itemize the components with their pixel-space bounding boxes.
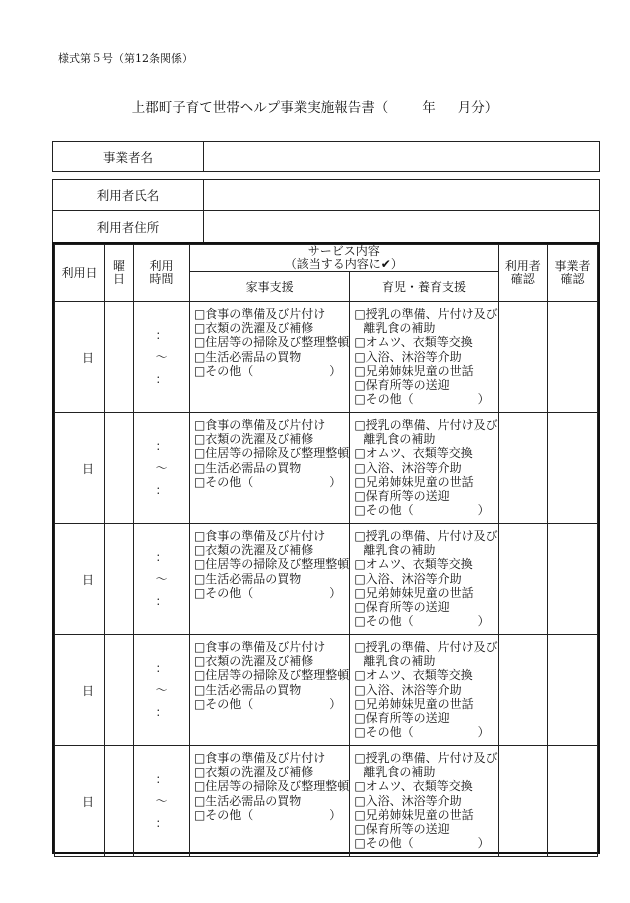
day-suffix: 日 <box>81 572 94 587</box>
childcare-option-label: □入浴、沐浴等介助 <box>354 793 462 808</box>
use-day-cell[interactable] <box>55 746 105 857</box>
childcare-option[interactable] <box>354 614 497 628</box>
housework-option[interactable] <box>194 751 349 765</box>
provider-confirm-cell[interactable] <box>547 635 597 746</box>
service-header-2: （該当する内容に✔） <box>284 257 403 271</box>
user-confirm-header-1: 利用者 <box>504 259 541 274</box>
housework-option[interactable] <box>194 350 349 364</box>
title-year: 年 <box>422 100 436 116</box>
childcare-options-cell <box>350 413 498 524</box>
user-confirm-cell[interactable] <box>498 746 547 857</box>
housework-options-cell <box>189 302 349 413</box>
childcare-option-label: □オムツ、衣類等交換 <box>354 668 473 683</box>
housework-option[interactable] <box>194 461 349 475</box>
user-confirm-cell[interactable] <box>498 524 547 635</box>
childcare-option[interactable] <box>354 446 497 460</box>
housework-options-cell <box>189 524 349 635</box>
housework-options-cell <box>189 413 349 524</box>
housework-option-label: □食事の準備及び片付け <box>193 751 326 765</box>
start-time-colon: ： <box>155 772 168 786</box>
childcare-option-label: □保育所等の送迎 <box>354 711 450 726</box>
childcare-option-label: □入浴、沐浴等介助 <box>354 682 462 697</box>
childcare-option[interactable] <box>354 725 497 739</box>
use-time-cell[interactable] <box>133 413 189 524</box>
user-name-input[interactable] <box>204 180 600 211</box>
record-row <box>55 524 598 635</box>
housework-option-label: □その他（ <box>193 696 254 711</box>
housework-option-label: □住居等の掃除及び整理整頓 <box>193 779 350 794</box>
housework-option-label: □生活必需品の買物 <box>193 682 302 697</box>
childcare-option[interactable] <box>354 461 497 475</box>
weekday-cell[interactable] <box>104 635 133 746</box>
childcare-option-label: 離乳食の補助 <box>363 765 436 780</box>
housework-option[interactable] <box>194 697 349 711</box>
weekday-cell[interactable] <box>104 746 133 857</box>
childcare-option[interactable] <box>354 378 497 392</box>
housework-option[interactable] <box>194 640 349 654</box>
housework-option-label: □その他（ <box>193 807 254 822</box>
provider-confirm-header-1: 事業者 <box>554 259 591 274</box>
provider-table <box>52 141 600 172</box>
close-paren: ） <box>477 614 490 629</box>
start-time-colon: ： <box>155 661 168 675</box>
childcare-option-label: □授乳の準備、片付け及び <box>354 307 498 321</box>
childcare-option-label: □オムツ、衣類等交換 <box>354 557 473 572</box>
user-address-input[interactable] <box>204 211 600 243</box>
childcare-option-label: □兄弟姉妹児童の世話 <box>354 807 474 822</box>
provider-label: 事業者名 <box>53 142 204 172</box>
childcare-option-label: □兄弟姉妹児童の世話 <box>354 363 474 378</box>
user-confirm-cell[interactable] <box>498 413 547 524</box>
childcare-option[interactable] <box>354 572 497 586</box>
use-time-cell[interactable] <box>133 524 189 635</box>
childcare-option[interactable] <box>354 751 497 765</box>
childcare-option[interactable] <box>354 794 497 808</box>
use-time-header-1: 利用 <box>149 259 174 274</box>
housework-option-label: □衣類の洗濯及び補修 <box>193 543 314 558</box>
childcare-option-label: □入浴、沐浴等介助 <box>354 349 462 364</box>
childcare-option <box>354 543 497 557</box>
childcare-option-label: 離乳食の補助 <box>363 543 436 558</box>
use-day-cell[interactable] <box>55 524 105 635</box>
day-suffix: 日 <box>81 683 94 698</box>
childcare-option-label: □兄弟姉妹児童の世話 <box>354 474 474 489</box>
provider-confirm-cell[interactable] <box>547 746 597 857</box>
time-tilde: ～ <box>155 572 168 586</box>
housework-option[interactable] <box>194 475 349 489</box>
close-paren: ） <box>329 363 342 378</box>
housework-option-label: □住居等の掃除及び整理整頓 <box>193 335 350 350</box>
housework-option[interactable] <box>194 364 349 378</box>
childcare-options-cell <box>350 524 498 635</box>
record-row <box>55 635 598 746</box>
childcare-option-label: □その他（ <box>354 836 414 851</box>
childcare-option[interactable] <box>354 697 497 711</box>
close-paren: ） <box>477 836 490 851</box>
end-time-colon: ： <box>155 816 168 830</box>
close-paren: ） <box>477 725 490 740</box>
housework-option[interactable] <box>194 307 349 321</box>
childcare-option-label: 離乳食の補助 <box>363 321 436 336</box>
housework-option[interactable] <box>194 321 349 335</box>
childcare-option-label: □その他（ <box>354 503 414 518</box>
housework-options-cell <box>189 746 349 857</box>
service-header-1: サービス内容 <box>307 244 380 259</box>
childcare-option[interactable] <box>354 475 497 489</box>
childcare-option <box>354 765 497 779</box>
childcare-option-label: □授乳の準備、片付け及び <box>354 418 498 432</box>
housework-option-label: □その他（ <box>193 474 254 489</box>
provider-confirm-header-2: 確認 <box>560 272 585 286</box>
weekday-cell[interactable] <box>104 413 133 524</box>
housework-option[interactable] <box>194 529 349 543</box>
day-suffix: 日 <box>81 461 94 476</box>
time-tilde: ～ <box>155 794 168 808</box>
use-day-cell[interactable] <box>55 302 105 413</box>
housework-option-label: □生活必需品の買物 <box>193 460 302 475</box>
childcare-option-label: □オムツ、衣類等交換 <box>354 779 473 794</box>
housework-options-cell <box>189 635 349 746</box>
childcare-options-cell <box>350 635 498 746</box>
childcare-option-label: □入浴、沐浴等介助 <box>354 571 462 586</box>
housework-option[interactable] <box>194 779 349 793</box>
end-time-colon: ： <box>155 705 168 719</box>
housework-option-label: □住居等の掃除及び整理整頓 <box>193 668 350 683</box>
provider-confirm-cell[interactable] <box>547 413 597 524</box>
childcare-option-label: □保育所等の送迎 <box>354 822 450 837</box>
childcare-option-label: 離乳食の補助 <box>363 432 436 447</box>
end-time-colon: ： <box>155 594 168 608</box>
housework-option[interactable] <box>194 572 349 586</box>
housework-option-label: □その他（ <box>193 363 254 378</box>
housework-option-label: □食事の準備及び片付け <box>193 640 326 654</box>
childcare-option[interactable] <box>354 640 497 654</box>
housework-option[interactable] <box>194 543 349 557</box>
weekday-cell[interactable] <box>104 524 133 635</box>
weekday-header-2: 日 <box>112 272 125 286</box>
childcare-option[interactable] <box>354 668 497 682</box>
close-paren: ） <box>329 585 342 600</box>
childcare-option-label: □兄弟姉妹児童の世話 <box>354 585 474 600</box>
childcare-option-label: □その他（ <box>354 392 414 407</box>
childcare-option[interactable] <box>354 335 497 349</box>
record-row <box>55 413 598 524</box>
childcare-option[interactable] <box>354 600 497 614</box>
housework-option-label: □生活必需品の買物 <box>193 571 302 586</box>
housework-option[interactable] <box>194 418 349 432</box>
use-time-cell[interactable] <box>133 302 189 413</box>
childcare-option[interactable] <box>354 711 497 725</box>
childcare-option-label: □授乳の準備、片付け及び <box>354 640 498 654</box>
housework-option-label: □衣類の洗濯及び補修 <box>193 321 314 336</box>
childcare-option[interactable] <box>354 779 497 793</box>
childcare-option[interactable] <box>354 489 497 503</box>
housework-option-label: □衣類の洗濯及び補修 <box>193 765 314 780</box>
childcare-header: 育児・養育支援 <box>350 272 498 302</box>
end-time-colon: ： <box>155 372 168 386</box>
close-paren: ） <box>329 807 342 822</box>
close-paren: ） <box>477 503 490 518</box>
childcare-option-label: □授乳の準備、片付け及び <box>354 529 498 543</box>
provider-confirm-header <box>547 245 597 302</box>
time-tilde: ～ <box>155 350 168 364</box>
childcare-option-label: □入浴、沐浴等介助 <box>354 460 462 475</box>
childcare-option[interactable] <box>354 683 497 697</box>
weekday-header <box>104 245 133 302</box>
user-confirm-cell[interactable] <box>498 635 547 746</box>
service-header <box>189 245 498 272</box>
close-paren: ） <box>477 392 490 407</box>
housework-option[interactable] <box>194 794 349 808</box>
user-confirm-cell[interactable] <box>498 302 547 413</box>
day-suffix: 日 <box>81 350 94 365</box>
end-time-colon: ： <box>155 483 168 497</box>
weekday-header-1: 曜 <box>112 259 125 274</box>
childcare-option[interactable] <box>354 586 497 600</box>
user-confirm-header <box>498 245 547 302</box>
childcare-option[interactable] <box>354 364 497 378</box>
housework-option-label: □衣類の洗濯及び補修 <box>193 432 314 447</box>
time-tilde: ～ <box>155 461 168 475</box>
housework-option[interactable] <box>194 765 349 779</box>
use-time-cell[interactable] <box>133 746 189 857</box>
childcare-option-label: □保育所等の送迎 <box>354 489 450 504</box>
childcare-option-label: □その他（ <box>354 614 414 629</box>
provider-input[interactable] <box>204 142 600 172</box>
childcare-option[interactable] <box>354 836 497 850</box>
day-suffix: 日 <box>81 794 94 809</box>
childcare-option[interactable] <box>354 808 497 822</box>
title-month: 月分） <box>457 100 499 116</box>
housework-option-label: □食事の準備及び片付け <box>193 307 326 321</box>
weekday-cell[interactable] <box>104 302 133 413</box>
user-table <box>52 179 600 243</box>
user-address-label: 利用者住所 <box>53 211 204 243</box>
time-tilde: ～ <box>155 683 168 697</box>
close-paren: ） <box>329 474 342 489</box>
provider-confirm-cell[interactable] <box>547 302 597 413</box>
childcare-options-cell <box>350 302 498 413</box>
housework-option-label: □食事の準備及び片付け <box>193 418 326 432</box>
housework-option-label: □食事の準備及び片付け <box>193 529 326 543</box>
use-time-header <box>133 245 189 302</box>
use-time-header-2: 時間 <box>149 272 174 286</box>
housework-option[interactable] <box>194 808 349 822</box>
housework-option[interactable] <box>194 668 349 682</box>
use-day-header: 利用日 <box>55 245 105 302</box>
childcare-option[interactable] <box>354 392 497 406</box>
title-main: 上郡町子育て世帯ヘルプ事業実施報告書（ <box>131 100 389 116</box>
childcare-option[interactable] <box>354 822 497 836</box>
childcare-option-label: 離乳食の補助 <box>363 654 436 669</box>
provider-confirm-cell[interactable] <box>547 524 597 635</box>
start-time-colon: ： <box>155 550 168 564</box>
childcare-option[interactable] <box>354 557 497 571</box>
childcare-option-label: □保育所等の送迎 <box>354 378 450 393</box>
housework-option-label: □住居等の掃除及び整理整頓 <box>193 557 350 572</box>
housework-option[interactable] <box>194 432 349 446</box>
start-time-colon: ： <box>155 328 168 342</box>
childcare-option-label: □その他（ <box>354 725 414 740</box>
housework-option-label: □その他（ <box>193 585 254 600</box>
housework-option[interactable] <box>194 335 349 349</box>
housework-option[interactable] <box>194 654 349 668</box>
housework-option[interactable] <box>194 683 349 697</box>
childcare-options-cell <box>350 746 498 857</box>
form-number: 様式第５号（第12条関係） <box>58 52 193 65</box>
childcare-option-label: □オムツ、衣類等交換 <box>354 446 473 461</box>
housework-option-label: □生活必需品の買物 <box>193 793 302 808</box>
service-record-grid <box>52 242 600 854</box>
housework-option-label: □衣類の洗濯及び補修 <box>193 654 314 669</box>
housework-option[interactable] <box>194 586 349 600</box>
childcare-option <box>354 321 497 335</box>
housework-option-label: □住居等の掃除及び整理整頓 <box>193 446 350 461</box>
housework-option[interactable] <box>194 557 349 571</box>
close-paren: ） <box>329 696 342 711</box>
record-row <box>55 302 598 413</box>
start-time-colon: ： <box>155 439 168 453</box>
use-time-cell[interactable] <box>133 635 189 746</box>
housework-option-label: □生活必需品の買物 <box>193 349 302 364</box>
childcare-option-label: □オムツ、衣類等交換 <box>354 335 473 350</box>
childcare-option[interactable] <box>354 418 497 432</box>
childcare-option-label: □保育所等の送迎 <box>354 600 450 615</box>
use-day-cell[interactable] <box>55 635 105 746</box>
childcare-option-label: □授乳の準備、片付け及び <box>354 751 498 765</box>
user-confirm-header-2: 確認 <box>510 272 535 286</box>
housework-option[interactable] <box>194 446 349 460</box>
childcare-option[interactable] <box>354 350 497 364</box>
childcare-option <box>354 654 497 668</box>
childcare-option-label: □兄弟姉妹児童の世話 <box>354 696 474 711</box>
document-title <box>0 96 630 116</box>
childcare-option <box>354 432 497 446</box>
use-day-cell[interactable] <box>55 413 105 524</box>
user-name-label: 利用者氏名 <box>53 180 204 211</box>
childcare-option[interactable] <box>354 307 497 321</box>
childcare-option[interactable] <box>354 529 497 543</box>
childcare-option[interactable] <box>354 503 497 517</box>
housework-header: 家事支援 <box>189 272 349 302</box>
record-row <box>55 746 598 857</box>
